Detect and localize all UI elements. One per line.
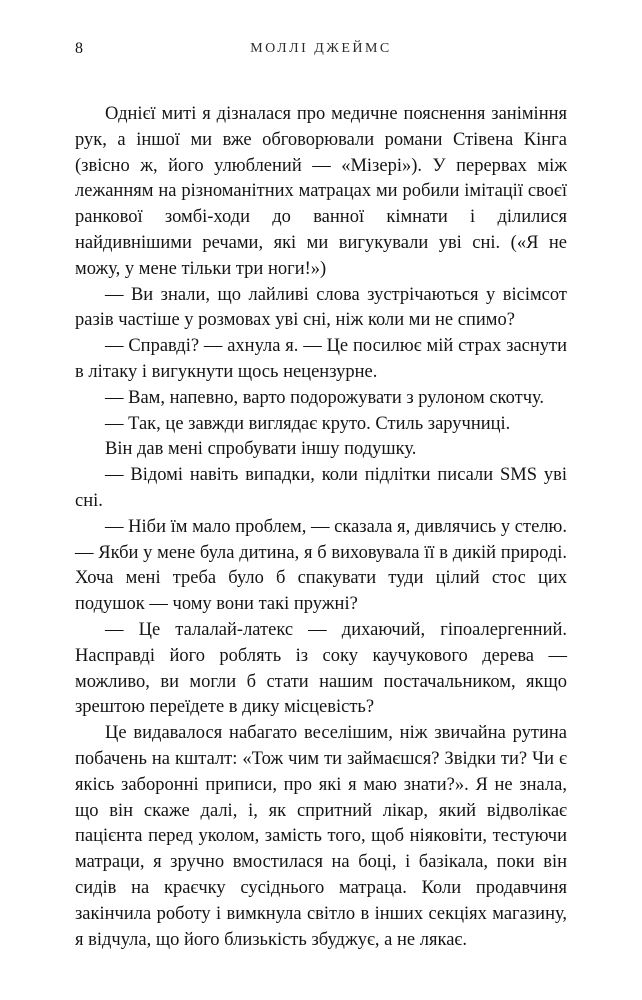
running-title: МОЛЛІ ДЖЕЙМС	[250, 41, 392, 56]
paragraph: Це видавалося набагато веселішим, ніж звичайна рутина побачень на кшталт: «Тож чим ти займаєшся? Звідки ти? Чи є якісь заборонні приписи, про які я маю знати?». Я не знала, що він скаже далі, і, як спритний лікар, який відволікає пацієнта перед уколом, замість того, щоб ніяковіти, тестуючи матраци, я зручно вмостилася на боці, і базікала, поки він сидів на краєчку сусіднього матраца. Коли продавчиня закінчила роботу і вимкнула світло в інших секціях магазину, я відчула, що його близькість збуджує, а не лякає.	[75, 723, 567, 950]
paragraph: — Це талалай-латекс — дихаючий, гіпоалергенний. Насправді його роблять із соку каучукового дерева — можливо, ви могли б стати нашим постачальником, якщо зрештою переїдете в дику місцевість?	[75, 619, 567, 718]
paragraph: — Вам, напевно, варто подорожувати з рулоном скотчу.	[105, 387, 545, 408]
paragraph: — Так, це завжди виглядає круто. Стиль заручниці.	[105, 413, 511, 434]
paragraph: Він дав мені спробувати іншу подушку.	[105, 439, 417, 460]
paragraph: — Справді? — ахнула я. — Це посилює мій страх заснути в літаку і вигукнути щось нецензурне.	[75, 336, 567, 382]
running-header	[75, 40, 567, 62]
page-number: 8	[75, 40, 83, 57]
paragraph: — Ніби їм мало проблем, — сказала я, дивлячись у стелю. — Якби у мене була дитина, я б виховувала її в дикій природі. Хоча мені треба було б спакувати туди цілий стос цих подушок — чому вони такі пружні?	[75, 516, 567, 615]
paragraph: Однієї миті я дізналася про медичне пояснення заніміння рук, а іншої ми вже обговорювали романи Стівена Кінга (звісно ж, його улюблений — «Мізері»). У перервах між лежанням на різноманітних матрацах ми робили імітації своєї ранкової зомбі-ходи до ванної кімнати і ділилися найдивнішими речами, які ми вигукували уві сні. («Я не можу, у мене тільки три ноги!»)	[75, 104, 567, 279]
paragraph: — Відомі навіть випадки, коли підлітки писали SMS уві сні.	[75, 465, 567, 511]
paragraph: — Ви знали, що лайливі слова зустрічаються у вісімсот разів частіше у розмовах уві сні, ніж коли ми не спимо?	[75, 284, 567, 331]
body-text	[75, 102, 567, 953]
